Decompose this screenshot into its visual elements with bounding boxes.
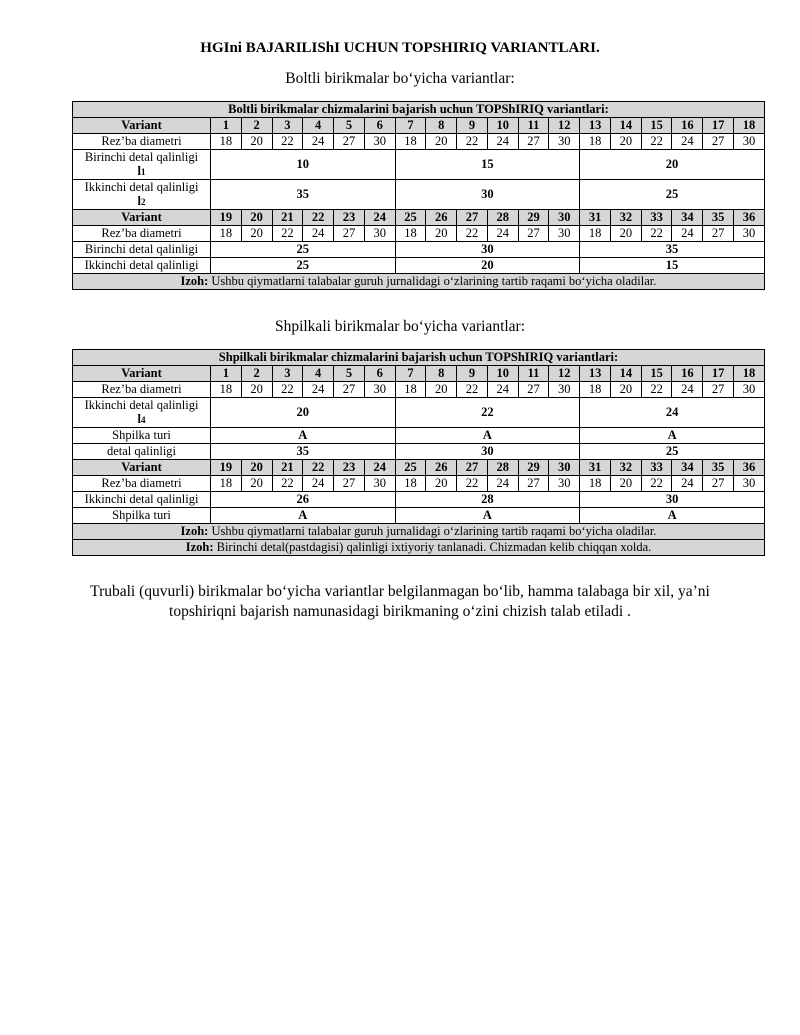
diameter-value: 24 (672, 476, 703, 492)
diameter-value: 18 (580, 382, 611, 398)
variant-number: 34 (672, 460, 703, 476)
diameter-value: 22 (272, 382, 303, 398)
variant-number: 35 (703, 210, 734, 226)
variant-number: 35 (703, 460, 734, 476)
variant-number: 18 (734, 118, 765, 134)
shpilka-type-label: Shpilka turi (73, 508, 211, 524)
variant-number: 33 (641, 210, 672, 226)
diameter-value: 18 (211, 382, 242, 398)
diameter-value: 20 (426, 382, 457, 398)
first-thickness-subscript: 1 (140, 167, 146, 177)
diameter-value: 18 (211, 476, 242, 492)
variant-number: 13 (580, 118, 611, 134)
variant-number: 21 (272, 460, 303, 476)
note (73, 524, 765, 540)
shpilka-variants-table (72, 349, 765, 556)
table-title: Shpilkali birikmalar chizmalarini bajarish uchun TOPShIRIQ variantlari: (73, 350, 765, 366)
variant-number: 2 (241, 366, 272, 382)
variant-number: 9 (457, 366, 488, 382)
variant-number: 4 (303, 366, 334, 382)
diameter-value: 30 (364, 134, 395, 150)
variant-number: 2 (241, 118, 272, 134)
second-thickness-value: 24 (580, 398, 765, 428)
diameter-row (73, 476, 765, 492)
diameter-value: 22 (457, 134, 488, 150)
diameter-value: 20 (241, 226, 272, 242)
diameter-value: 30 (549, 476, 580, 492)
variant-number: 29 (518, 460, 549, 476)
diameter-label: Rez’ba diametri (73, 476, 211, 492)
second-thickness-value: 15 (580, 258, 765, 274)
second-thickness-label (73, 398, 211, 428)
diameter-label: Rez’ba diametri (73, 382, 211, 398)
diameter-value: 20 (610, 226, 641, 242)
diameter-row (73, 226, 765, 242)
diameter-value: 30 (734, 226, 765, 242)
table-title-row (73, 350, 765, 366)
variant-row (73, 366, 765, 382)
variant-number: 36 (734, 460, 765, 476)
diameter-value: 24 (672, 226, 703, 242)
first-thickness-value: 35 (580, 242, 765, 258)
variant-number: 23 (334, 460, 365, 476)
variant-label: Variant (73, 118, 211, 134)
second-thickness-value: 20 (395, 258, 580, 274)
variant-number: 29 (518, 210, 549, 226)
diameter-value: 22 (457, 476, 488, 492)
diameter-value: 24 (303, 476, 334, 492)
note-text: Ushbu qiymatlarni talabalar guruh jurnalidagi o‘zlarining tartib raqami bo‘yicha oladilar. (208, 274, 657, 288)
shpilka-type-value: A (580, 508, 765, 524)
diameter-value: 30 (364, 476, 395, 492)
variant-number: 11 (518, 118, 549, 134)
variant-number: 6 (364, 118, 395, 134)
diameter-value: 18 (580, 226, 611, 242)
note-text: Ushbu qiymatlarni talabalar guruh jurnalidagi o‘zlarining tartib raqami bo‘yicha oladilar. (208, 524, 657, 538)
first-thickness-row (73, 242, 765, 258)
second-thickness-value: 26 (211, 492, 396, 508)
variant-number: 13 (580, 366, 611, 382)
diameter-value: 30 (549, 382, 580, 398)
diameter-value: 27 (703, 134, 734, 150)
variant-number: 15 (641, 118, 672, 134)
variant-number: 12 (549, 366, 580, 382)
variant-number: 24 (364, 210, 395, 226)
second-thickness-label: Ikkinchi detal qalinligi (73, 492, 211, 508)
second-thickness-row (73, 398, 765, 428)
note-row (73, 540, 765, 556)
diameter-value: 27 (703, 382, 734, 398)
diameter-value: 20 (241, 134, 272, 150)
variant-number: 31 (580, 210, 611, 226)
second-thickness-text: Ikkinchi detal qalinligi (84, 398, 199, 412)
detal-thickness-value: 30 (395, 444, 580, 460)
diameter-value: 27 (334, 134, 365, 150)
variant-label: Variant (73, 210, 211, 226)
diameter-label: Rez’ba diametri (73, 226, 211, 242)
diameter-value: 30 (364, 382, 395, 398)
diameter-value: 20 (426, 226, 457, 242)
shpilka-type-value: A (395, 508, 580, 524)
variant-number: 20 (241, 210, 272, 226)
variant-number: 9 (457, 118, 488, 134)
diameter-value: 27 (703, 476, 734, 492)
diameter-value: 18 (395, 226, 426, 242)
variant-number: 32 (610, 460, 641, 476)
table-title: Boltli birikmalar chizmalarini bajarish uchun TOPShIRIQ variantlari: (73, 102, 765, 118)
first-thickness-label (73, 150, 211, 180)
second-thickness-value: 28 (395, 492, 580, 508)
variant-number: 27 (457, 460, 488, 476)
variant-number: 21 (272, 210, 303, 226)
variant-number: 22 (303, 460, 334, 476)
second-thickness-value: 25 (580, 180, 765, 210)
second-thickness-value: 35 (211, 180, 396, 210)
variant-number: 14 (610, 366, 641, 382)
variant-number: 25 (395, 210, 426, 226)
note-label: Izoh: (185, 540, 214, 554)
diameter-value: 18 (211, 134, 242, 150)
first-thickness-label: Birinchi detal qalinligi (73, 242, 211, 258)
diameter-value: 22 (272, 476, 303, 492)
variant-row (73, 118, 765, 134)
detal-thickness-value: 35 (211, 444, 396, 460)
variant-number: 16 (672, 366, 703, 382)
diameter-value: 24 (487, 476, 518, 492)
diameter-value: 27 (518, 226, 549, 242)
note-label: Izoh: (180, 274, 209, 288)
diameter-value: 24 (672, 382, 703, 398)
second-thickness-value: 25 (211, 258, 396, 274)
variant-number: 11 (518, 366, 549, 382)
diameter-value: 22 (457, 382, 488, 398)
footer-paragraph: Trubali (quvurli) birikmalar bo‘yicha variantlar belgilanmagan bo‘lib, hamma talabaga bir xil, ya’ni topshiriqni bajarish namunasidagi birikmaning o‘zini chizish talab etiladi . (90, 583, 710, 620)
variant-number: 10 (487, 118, 518, 134)
first-thickness-value: 10 (211, 150, 396, 180)
first-thickness-row (73, 150, 765, 180)
first-thickness-value: 30 (395, 242, 580, 258)
diameter-value: 24 (487, 226, 518, 242)
variant-number: 10 (487, 366, 518, 382)
shpilka-type-value: A (211, 428, 396, 444)
variant-label: Variant (73, 366, 211, 382)
diameter-value: 27 (518, 476, 549, 492)
detal-thickness-value: 25 (580, 444, 765, 460)
variant-row (73, 460, 765, 476)
second-thickness-row (73, 492, 765, 508)
diameter-value: 18 (211, 226, 242, 242)
diameter-value: 18 (580, 134, 611, 150)
variant-number: 17 (703, 366, 734, 382)
variant-number: 14 (610, 118, 641, 134)
diameter-value: 20 (241, 382, 272, 398)
variant-number: 19 (211, 460, 242, 476)
variant-number: 5 (334, 118, 365, 134)
diameter-value: 30 (549, 134, 580, 150)
diameter-value: 22 (457, 226, 488, 242)
variant-number: 12 (549, 118, 580, 134)
shpilka-type-label: Shpilka turi (73, 428, 211, 444)
diameter-value: 22 (272, 134, 303, 150)
diameter-value: 27 (334, 382, 365, 398)
variant-number: 7 (395, 118, 426, 134)
diameter-value: 18 (395, 134, 426, 150)
table-title-row (73, 102, 765, 118)
second-thickness-label (73, 180, 211, 210)
variant-number: 26 (426, 460, 457, 476)
variant-number: 18 (734, 366, 765, 382)
first-thickness-symbol: l (137, 164, 141, 178)
diameter-value: 18 (395, 476, 426, 492)
diameter-value: 27 (334, 476, 365, 492)
variant-number: 30 (549, 460, 580, 476)
shpilka-type-value: A (395, 428, 580, 444)
bolt-section-subtitle: Boltli birikmalar bo‘yicha variantlar: (285, 70, 515, 87)
variant-number: 15 (641, 366, 672, 382)
variant-number: 31 (580, 460, 611, 476)
diameter-value: 20 (610, 476, 641, 492)
variant-number: 27 (457, 210, 488, 226)
diameter-value: 20 (426, 134, 457, 150)
note-label: Izoh: (180, 524, 209, 538)
shpilka-type-row (73, 508, 765, 524)
second-thickness-row (73, 180, 765, 210)
variant-number: 32 (610, 210, 641, 226)
variant-number: 28 (487, 210, 518, 226)
variant-number: 6 (364, 366, 395, 382)
diameter-value: 27 (518, 382, 549, 398)
diameter-value: 27 (518, 134, 549, 150)
variant-number: 24 (364, 460, 395, 476)
diameter-value: 27 (703, 226, 734, 242)
diameter-row (73, 134, 765, 150)
diameter-value: 30 (549, 226, 580, 242)
variant-number: 17 (703, 118, 734, 134)
second-thickness-value: 30 (580, 492, 765, 508)
first-thickness-value: 20 (580, 150, 765, 180)
variant-number: 36 (734, 210, 765, 226)
diameter-value: 18 (395, 382, 426, 398)
note-row (73, 524, 765, 540)
variant-number: 22 (303, 210, 334, 226)
detal-thickness-row (73, 444, 765, 460)
second-thickness-symbol: l (137, 194, 141, 208)
diameter-value: 24 (303, 226, 334, 242)
note (73, 274, 765, 290)
note-row (73, 274, 765, 290)
second-thickness-subscript: 2 (140, 197, 146, 207)
diameter-label: Rez’ba diametri (73, 134, 211, 150)
variant-number: 4 (303, 118, 334, 134)
diameter-value: 22 (641, 382, 672, 398)
variant-number: 19 (211, 210, 242, 226)
diameter-value: 22 (641, 226, 672, 242)
diameter-value: 30 (734, 382, 765, 398)
variant-number: 25 (395, 460, 426, 476)
diameter-value: 30 (734, 134, 765, 150)
diameter-value: 24 (303, 134, 334, 150)
diameter-value: 24 (672, 134, 703, 150)
diameter-value: 20 (610, 382, 641, 398)
second-thickness-symbol: l (137, 412, 141, 426)
second-thickness-value: 22 (395, 398, 580, 428)
variant-number: 28 (487, 460, 518, 476)
diameter-row (73, 382, 765, 398)
variant-number: 23 (334, 210, 365, 226)
variant-number: 8 (426, 118, 457, 134)
shpilka-type-value: A (211, 508, 396, 524)
shpilka-type-value: A (580, 428, 765, 444)
variant-number: 3 (272, 118, 303, 134)
diameter-value: 20 (241, 476, 272, 492)
diameter-value: 20 (610, 134, 641, 150)
variant-number: 7 (395, 366, 426, 382)
diameter-value: 22 (272, 226, 303, 242)
detal-thickness-label: detal qalinligi (73, 444, 211, 460)
second-thickness-subscript: 4 (140, 415, 146, 425)
variant-number: 33 (641, 460, 672, 476)
variant-number: 26 (426, 210, 457, 226)
variant-number: 16 (672, 118, 703, 134)
variant-number: 30 (549, 210, 580, 226)
variant-number: 20 (241, 460, 272, 476)
page-title: HGIni BAJARILIShI UCHUN TOPSHIRIQ VARIANTLARI. (200, 40, 600, 56)
bolt-variants-table (72, 101, 765, 290)
diameter-value: 24 (487, 382, 518, 398)
diameter-value: 22 (641, 134, 672, 150)
second-thickness-text: Ikkinchi detal qalinligi (84, 180, 199, 194)
diameter-value: 30 (364, 226, 395, 242)
first-thickness-value: 15 (395, 150, 580, 180)
variant-number: 8 (426, 366, 457, 382)
diameter-value: 24 (487, 134, 518, 150)
second-thickness-value: 20 (211, 398, 396, 428)
shpilka-section-subtitle: Shpilkali birikmalar bo‘yicha variantlar: (274, 318, 526, 335)
second-thickness-row (73, 258, 765, 274)
diameter-value: 22 (641, 476, 672, 492)
diameter-value: 18 (580, 476, 611, 492)
first-thickness-value: 25 (211, 242, 396, 258)
second-thickness-label: Ikkinchi detal qalinligi (73, 258, 211, 274)
diameter-value: 24 (303, 382, 334, 398)
diameter-value: 30 (734, 476, 765, 492)
variant-number: 1 (211, 118, 242, 134)
variant-label: Variant (73, 460, 211, 476)
first-thickness-text: Birinchi detal qalinligi (84, 150, 199, 164)
shpilka-type-row (73, 428, 765, 444)
diameter-value: 27 (334, 226, 365, 242)
variant-number: 1 (211, 366, 242, 382)
note (73, 540, 765, 556)
variant-row (73, 210, 765, 226)
diameter-value: 20 (426, 476, 457, 492)
second-thickness-value: 30 (395, 180, 580, 210)
note-text: Birinchi detal(pastdagisi) qalinligi ixtiyoriy tanlanadi. Chizmadan kelib chiqqan xolda. (213, 540, 652, 554)
variant-number: 3 (272, 366, 303, 382)
variant-number: 5 (334, 366, 365, 382)
variant-number: 34 (672, 210, 703, 226)
